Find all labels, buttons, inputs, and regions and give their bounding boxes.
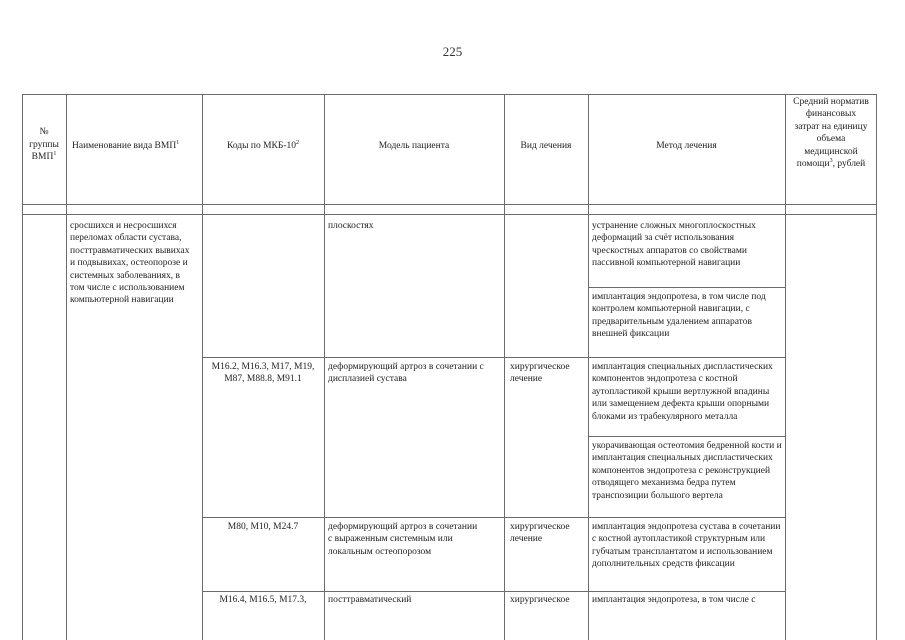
column-divider [324, 94, 325, 640]
icd-codes-cell: M16.2, M16.3, M17, M19, M87, M88.8, M91.1 [211, 362, 315, 385]
patient-model-cell: плоскостях [328, 221, 374, 231]
patient-model-cell: деформирующий артроз в сочетании с дисплазией сустава [328, 362, 484, 385]
row-divider [202, 591, 785, 592]
header-patient-model: Модель пациента [378, 141, 450, 151]
header-cost-norm: Средний норматив финансовых затрат на единицу объема медицинской помощи$^3$, рублей [793, 97, 869, 170]
patient-model-cell: деформирующий артроз в сочетании с выраженным системным или локальным остеопорозом [328, 522, 478, 557]
column-divider [66, 94, 67, 640]
treatment-method-cell: устранение сложных многоплоскостных деформаций за счёт использования чрескостных аппаратов со свойствами пассивной компьютерной навигации [592, 221, 756, 269]
treatment-method-cell: имплантация эндопротеза, в том числе под контролем компьютерной навигации, с предварительным удалением аппаратов внешней фиксации [592, 292, 766, 340]
row-divider [202, 357, 785, 358]
row-divider [202, 517, 785, 518]
treatment-type-cell: хирургическое лечение [510, 522, 570, 545]
treatment-method-cell: имплантация эндопротеза сустава в сочетании с костной аутопластикой структурным или губчатым трансплантатом и использованием дополнительных средств фиксации [592, 522, 781, 570]
row-divider [588, 436, 785, 437]
table-border-left [22, 94, 23, 640]
header-treatment-method: Метод лечения [656, 141, 717, 151]
page-number: 225 [442, 44, 463, 59]
header-divider [22, 204, 877, 205]
header-group-number: № группы ВМП$^1$ [29, 127, 59, 162]
treatment-type-cell: хирургическое лечение [510, 362, 570, 385]
icd-codes-cell: M16.4, M16.5, M17.3, [219, 595, 307, 605]
header-divider [22, 214, 877, 215]
table-border-top [22, 94, 877, 95]
column-divider [588, 94, 589, 640]
header-icd-codes: Коды по МКБ-$10^2$ [226, 139, 300, 151]
column-divider [504, 94, 505, 640]
header-treatment-type: Вид лечения [520, 141, 572, 151]
treatment-method-cell: имплантация специальных диспластических компонентов эндопротеза с костной аутопластикой крыши вертлужной впадины или замещением дефекта крыши опорными блоками из трабекулярного металла [592, 362, 773, 422]
vmp-table [22, 94, 877, 640]
column-divider [785, 94, 786, 640]
vmp-name-cell: сросшихся и несросшихся переломах области сустава, посттравматических вывихах и подвывихах, остеопорозе и системных заболеваниях, в том числе с использованием компьютерной навигации [70, 221, 190, 306]
patient-model-cell: посттравматический [328, 595, 412, 605]
row-divider [588, 287, 785, 288]
column-divider [202, 94, 203, 640]
treatment-method-cell: имплантация эндопротеза, в том числе с [592, 595, 756, 605]
treatment-type-cell: хирургическое [510, 595, 570, 605]
icd-codes-cell: M80, M10, M24.7 [227, 522, 299, 532]
header-vmp-name: Наименование вида ВМП$^1$ [72, 139, 180, 151]
treatment-method-cell: укорачивающая остеотомия бедренной кости и имплантация специальных диспластических компонентов эндопротеза с реконструкцией отводящего механизма бедра путем транспозиции большого вертела [592, 441, 782, 501]
table-border-right [876, 94, 877, 640]
